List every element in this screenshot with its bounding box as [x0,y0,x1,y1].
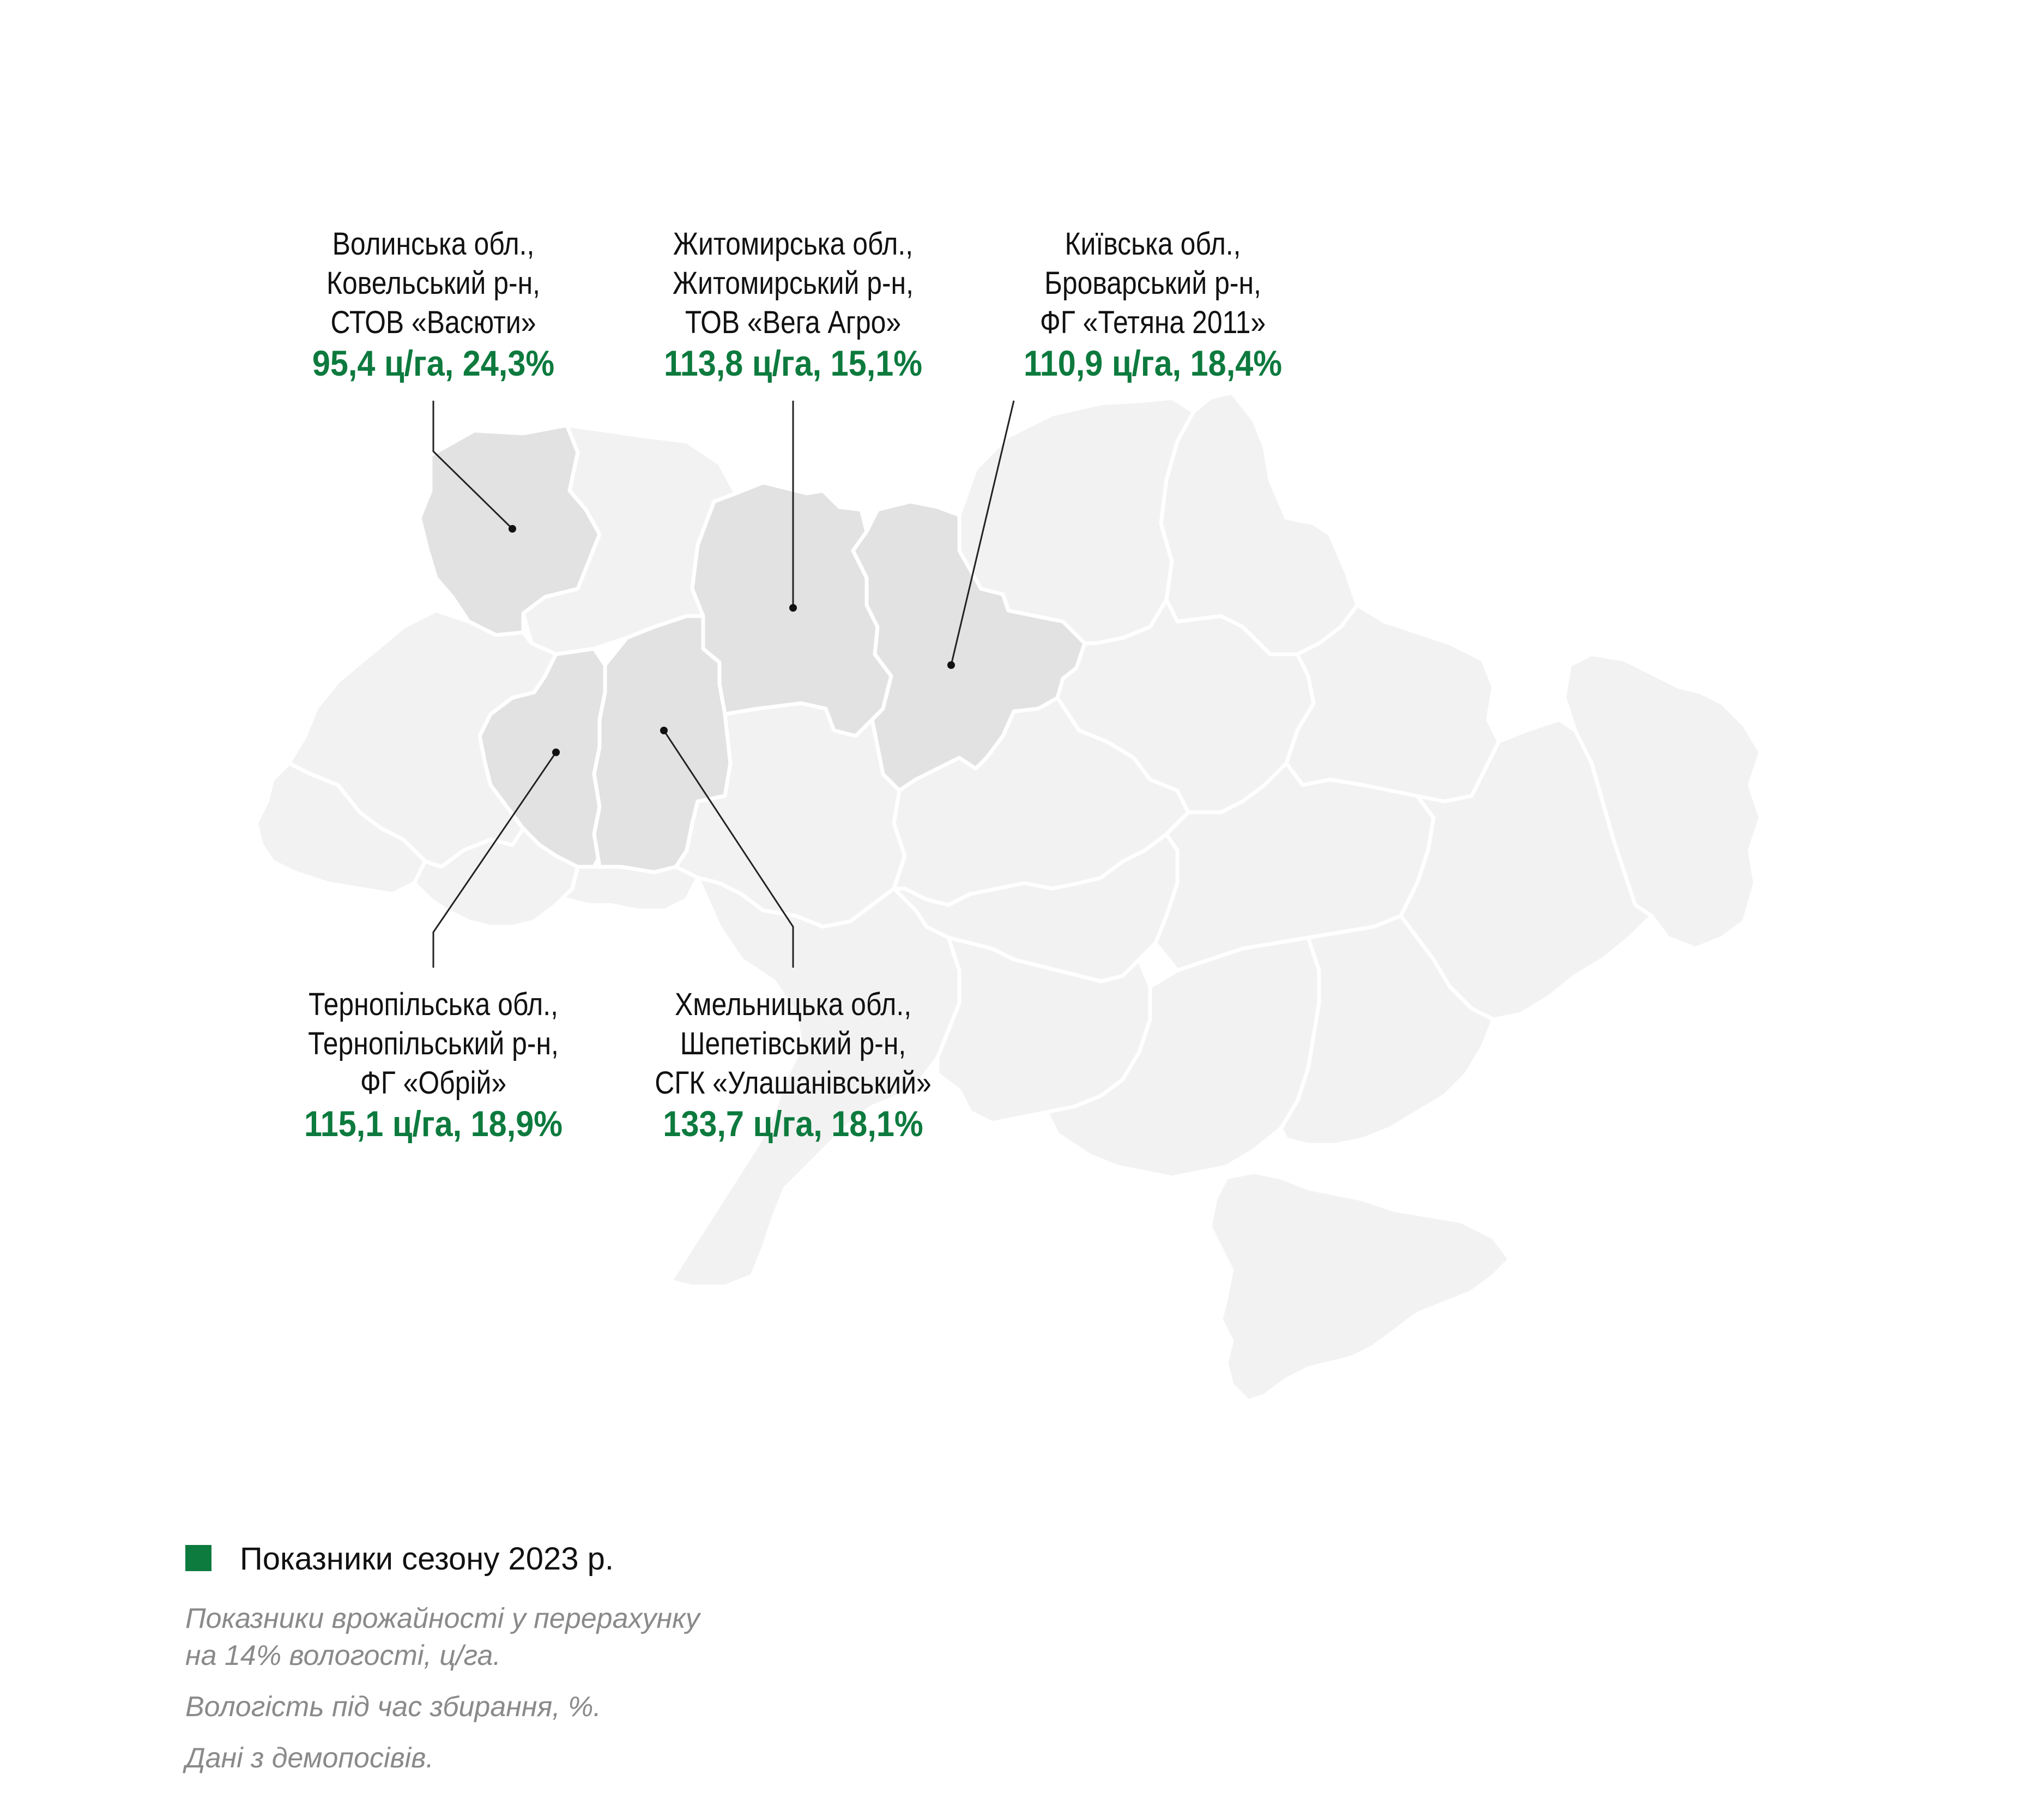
region-crimea [1210,1172,1510,1401]
callout-yield-moisture: 133,7 ц/га, 18,1% [663,1103,923,1144]
region-chernivetska [556,867,698,910]
callout-yield-moisture: 115,1 ц/га, 18,9% [304,1103,563,1144]
location-dot-kyivska [947,661,955,669]
callout-region: Житомирська обл., [673,226,914,262]
legend-label: Показники сезону 2023 р. [240,1541,614,1577]
callout-farm: СТОВ «Васюти» [330,305,536,340]
footnotes [185,1600,700,1777]
callout-yield-moisture: 113,8 ц/га, 15,1% [663,343,923,383]
callout-kyivska [929,225,1376,384]
callout-region: Тернопільська обл., [309,987,558,1022]
callout-district: Тернопільський р-н, [308,1026,559,1061]
note-yield-line1: Показники врожайності у перерахунку [185,1603,700,1634]
callout-region: Волинська обл., [332,226,535,262]
region-sumska [1161,393,1357,654]
location-dot-khmelnytska [660,727,668,734]
note-source: Дані з демопосівів. [185,1742,434,1774]
callout-farm: ТОВ «Вега Агро» [685,305,902,340]
note-yield-line2: на 14% вологості, ц/га. [185,1640,501,1671]
callout-district: Ковельський р-н, [326,265,540,301]
callout-district: Шепетівський р-н, [680,1026,906,1061]
callout-yield-moisture: 110,9 ц/га, 18,4% [1023,343,1283,383]
callout-district: Житомирський р-н, [673,265,914,301]
note-moisture: Вологість під час збирання, %. [185,1691,601,1723]
callout-farm: ФГ «Тетяна 2011» [1039,305,1266,340]
location-dot-volynska [509,525,516,533]
callout-farm: ФГ «Обрій» [360,1065,507,1101]
legend-swatch [185,1545,211,1571]
callout-region: Київська обл., [1065,226,1241,262]
callout-district: Броварський р-н, [1044,265,1261,301]
callout-khmelnytska [570,985,1017,1144]
location-dot-ternopilska [552,748,560,756]
location-dot-zhytomyrska [789,604,797,612]
callout-farm: СГК «Улашанівський» [655,1065,932,1101]
callout-region: Хмельницька обл., [674,987,912,1022]
callout-yield-moisture: 95,4 ц/га, 24,3% [312,343,555,383]
